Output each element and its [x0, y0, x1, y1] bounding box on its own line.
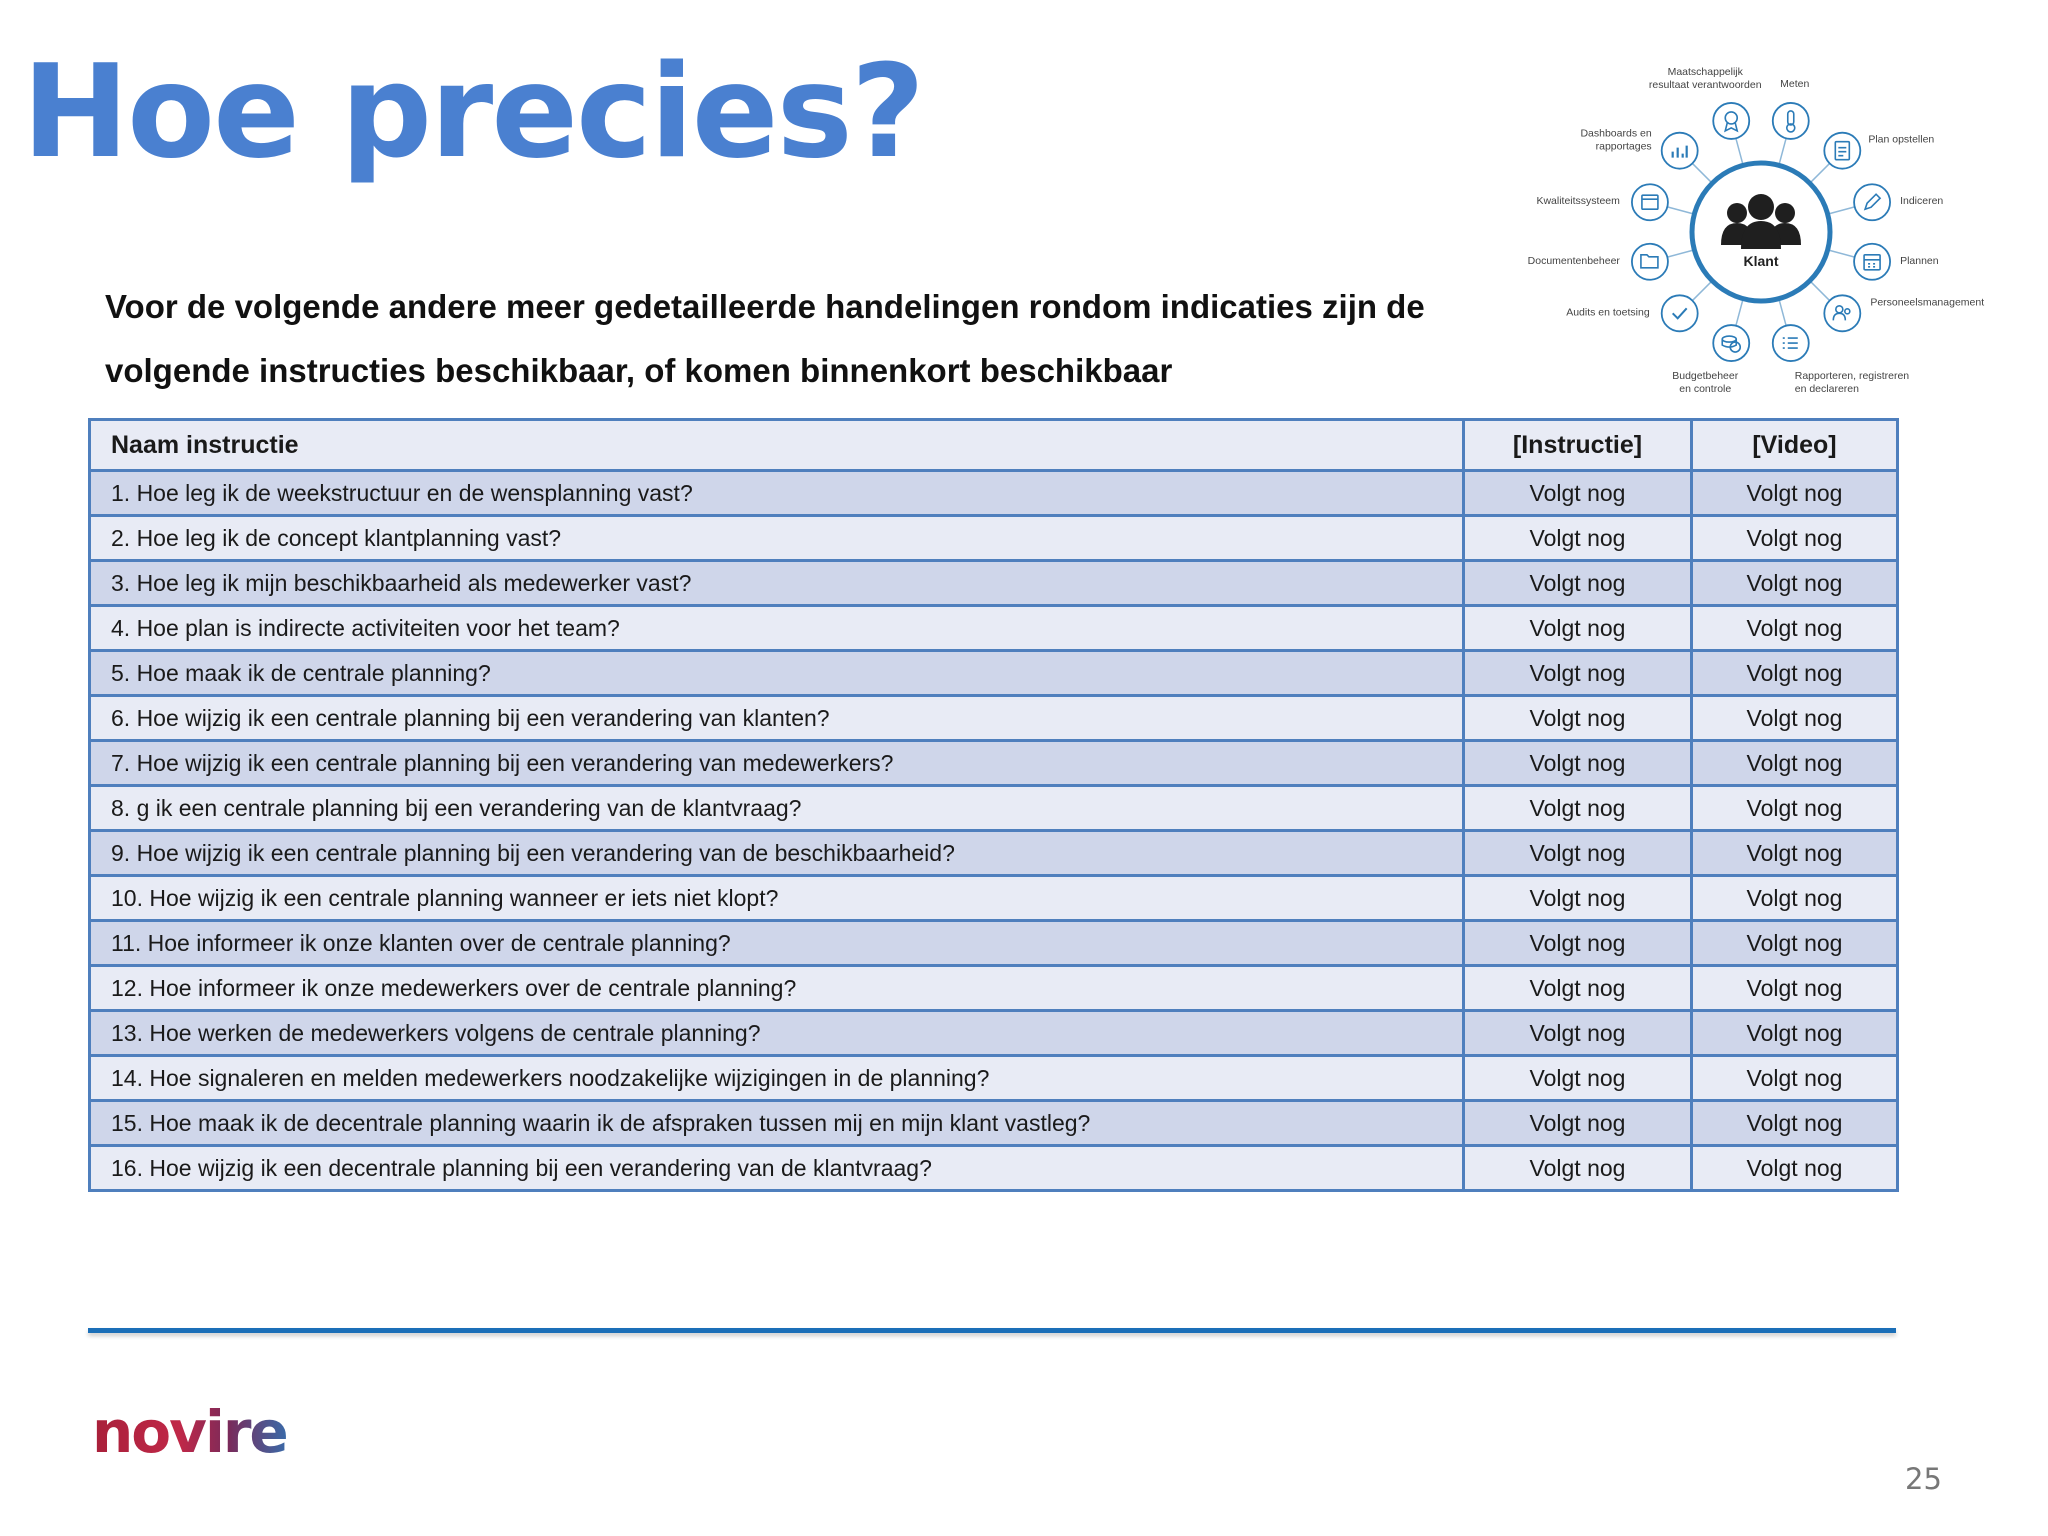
instruction-name-cell: 12. Hoe informeer ik onze medewerkers over de centrale planning? — [90, 966, 1464, 1011]
instructie-status-cell: Volgt nog — [1464, 696, 1692, 741]
diagram-node — [1773, 325, 1910, 395]
table-row — [90, 606, 1898, 651]
diagram-node-label: Dashboards en — [1580, 127, 1652, 140]
instruction-name-cell: 11. Hoe informeer ik onze klanten over de centrale planning? — [90, 921, 1464, 966]
page-number: 25 — [1905, 1462, 1942, 1496]
diagram-spoke — [1811, 163, 1829, 181]
instructie-status-cell: Volgt nog — [1464, 921, 1692, 966]
video-status-cell: Volgt nog — [1692, 1011, 1898, 1056]
table-row — [90, 516, 1898, 561]
instruction-name-cell: 14. Hoe signaleren en melden medewerkers noodzakelijke wijzigingen in de planning? — [90, 1056, 1464, 1101]
diagram-node-label: Maatschappelijk — [1667, 65, 1743, 78]
table-row — [90, 921, 1898, 966]
instruction-name-cell: 16. Hoe wijzig ik een decentrale planning bij een verandering van de klantvraag? — [90, 1146, 1464, 1191]
instruction-name-cell: 8. g ik een centrale planning bij een verandering van de klantvraag? — [90, 786, 1464, 831]
video-status-cell: Volgt nog — [1692, 561, 1898, 606]
diagram-node-label: Indiceren — [1900, 195, 1944, 208]
instructie-status-cell: Volgt nog — [1464, 606, 1692, 651]
diagram-node — [1649, 66, 1762, 139]
instruction-name-cell: 6. Hoe wijzig ik een centrale planning bij een verandering van klanten? — [90, 696, 1464, 741]
table-row — [90, 696, 1898, 741]
logo-text: novire — [92, 1398, 287, 1466]
center-label: Klant — [1743, 253, 1779, 269]
diagram-spoke — [1736, 301, 1743, 326]
table-row — [90, 651, 1898, 696]
table-row — [90, 966, 1898, 1011]
diagram-node — [1580, 128, 1697, 169]
diagram-node — [1536, 184, 1667, 220]
instructie-status-cell: Volgt nog — [1464, 831, 1692, 876]
diagram-node — [1824, 133, 1934, 169]
table-row — [90, 1056, 1898, 1101]
novire-logo — [88, 1390, 318, 1470]
table-row — [90, 876, 1898, 921]
instructie-status-cell: Volgt nog — [1464, 471, 1692, 516]
diagram-spoke — [1692, 282, 1710, 300]
video-status-cell: Volgt nog — [1692, 696, 1898, 741]
diagram-node-label: rapportages — [1595, 140, 1652, 153]
diagram-node-label: Meten — [1780, 77, 1810, 90]
table-row — [90, 831, 1898, 876]
diagram-node-label: resultaat verantwoorden — [1648, 78, 1762, 91]
video-status-cell: Volgt nog — [1692, 1146, 1898, 1191]
instruction-name-cell: 2. Hoe leg ik de concept klantplanning vast? — [90, 516, 1464, 561]
diagram-node-label: Plannen — [1900, 254, 1939, 267]
diagram-spoke — [1830, 250, 1855, 257]
instructie-status-cell: Volgt nog — [1464, 1101, 1692, 1146]
video-status-cell: Volgt nog — [1692, 876, 1898, 921]
instructie-status-cell: Volgt nog — [1464, 1146, 1692, 1191]
header-naam-instructie: Naam instructie — [90, 420, 1464, 471]
instruction-name-cell: 5. Hoe maak ik de centrale planning? — [90, 651, 1464, 696]
diagram-node-label: en declareren — [1794, 383, 1859, 396]
video-status-cell: Volgt nog — [1692, 516, 1898, 561]
diagram-spoke — [1667, 250, 1692, 257]
table-row — [90, 1011, 1898, 1056]
video-status-cell: Volgt nog — [1692, 786, 1898, 831]
video-status-cell: Volgt nog — [1692, 1056, 1898, 1101]
video-status-cell: Volgt nog — [1692, 921, 1898, 966]
diagram-spoke — [1779, 301, 1786, 326]
instructie-status-cell: Volgt nog — [1464, 1011, 1692, 1056]
table-row — [90, 1101, 1898, 1146]
diagram-spoke — [1830, 207, 1855, 214]
video-status-cell: Volgt nog — [1692, 1101, 1898, 1146]
diagram-node — [1773, 78, 1810, 139]
instructie-status-cell: Volgt nog — [1464, 786, 1692, 831]
footer-divider — [88, 1328, 1896, 1333]
instruction-name-cell: 7. Hoe wijzig ik een centrale planning bij een verandering van medewerkers? — [90, 741, 1464, 786]
instruction-name-cell: 1. Hoe leg ik de weekstructuur en de wensplanning vast? — [90, 471, 1464, 516]
diagram-node-label: en controle — [1679, 383, 1732, 396]
klant-process-diagram — [1495, 55, 2025, 405]
diagram-spoke — [1692, 163, 1710, 181]
table-row — [90, 786, 1898, 831]
diagram-node-label: Audits en toetsing — [1566, 306, 1650, 319]
instructie-status-cell: Volgt nog — [1464, 741, 1692, 786]
diagram-spoke — [1736, 138, 1743, 163]
slide-subtitle: Voor de volgende andere meer gedetailleerde handelingen rondom indicaties zijn de volgende instructies beschikbaar, of komen binnenkort beschikbaar — [105, 288, 1425, 389]
instructions-table — [88, 418, 1899, 1192]
table-row — [90, 471, 1898, 516]
instructie-status-cell: Volgt nog — [1464, 966, 1692, 1011]
instruction-name-cell: 3. Hoe leg ik mijn beschikbaarheid als medewerker vast? — [90, 561, 1464, 606]
instructie-status-cell: Volgt nog — [1464, 561, 1692, 606]
diagram-node-label: Documentenbeheer — [1527, 254, 1620, 267]
slide-title: Hoe precies? — [22, 38, 923, 187]
diagram-node — [1528, 244, 1668, 280]
instructie-status-cell: Volgt nog — [1464, 1056, 1692, 1101]
diagram-node-label: Personeelsmanagement — [1870, 296, 1985, 309]
diagram-node — [1566, 295, 1697, 331]
diagram-spoke — [1667, 207, 1692, 214]
header-instructie: [Instructie] — [1464, 420, 1692, 471]
instructie-status-cell: Volgt nog — [1464, 651, 1692, 696]
diagram-spoke — [1811, 282, 1829, 300]
video-status-cell: Volgt nog — [1692, 966, 1898, 1011]
diagram-node — [1854, 184, 1943, 220]
diagram-node — [1824, 295, 1984, 331]
video-status-cell: Volgt nog — [1692, 471, 1898, 516]
instructie-status-cell: Volgt nog — [1464, 516, 1692, 561]
video-status-cell: Volgt nog — [1692, 651, 1898, 696]
video-status-cell: Volgt nog — [1692, 741, 1898, 786]
instruction-name-cell: 13. Hoe werken de medewerkers volgens de centrale planning? — [90, 1011, 1464, 1056]
diagram-node-label: Budgetbeheer — [1672, 370, 1739, 383]
video-status-cell: Volgt nog — [1692, 606, 1898, 651]
table-row — [90, 561, 1898, 606]
diagram-spoke — [1779, 138, 1786, 163]
video-status-cell: Volgt nog — [1692, 831, 1898, 876]
table-row — [90, 741, 1898, 786]
diagram-node-label: Plan opstellen — [1868, 133, 1935, 146]
instruction-name-cell: 9. Hoe wijzig ik een centrale planning bij een verandering van de beschikbaarheid? — [90, 831, 1464, 876]
diagram-node-label: Rapporteren, registreren — [1794, 370, 1910, 383]
table-header-row — [90, 420, 1898, 471]
instruction-name-cell: 10. Hoe wijzig ik een centrale planning wanneer er iets niet klopt? — [90, 876, 1464, 921]
header-video: [Video] — [1692, 420, 1898, 471]
diagram-node — [1672, 325, 1749, 395]
instructie-status-cell: Volgt nog — [1464, 876, 1692, 921]
instruction-name-cell: 4. Hoe plan is indirecte activiteiten voor het team? — [90, 606, 1464, 651]
diagram-node — [1854, 244, 1939, 280]
table-row — [90, 1146, 1898, 1191]
instruction-name-cell: 15. Hoe maak ik de decentrale planning waarin ik de afspraken tussen mij en mijn klant vastleg? — [90, 1101, 1464, 1146]
diagram-node-label: Kwaliteitssysteem — [1536, 195, 1620, 208]
